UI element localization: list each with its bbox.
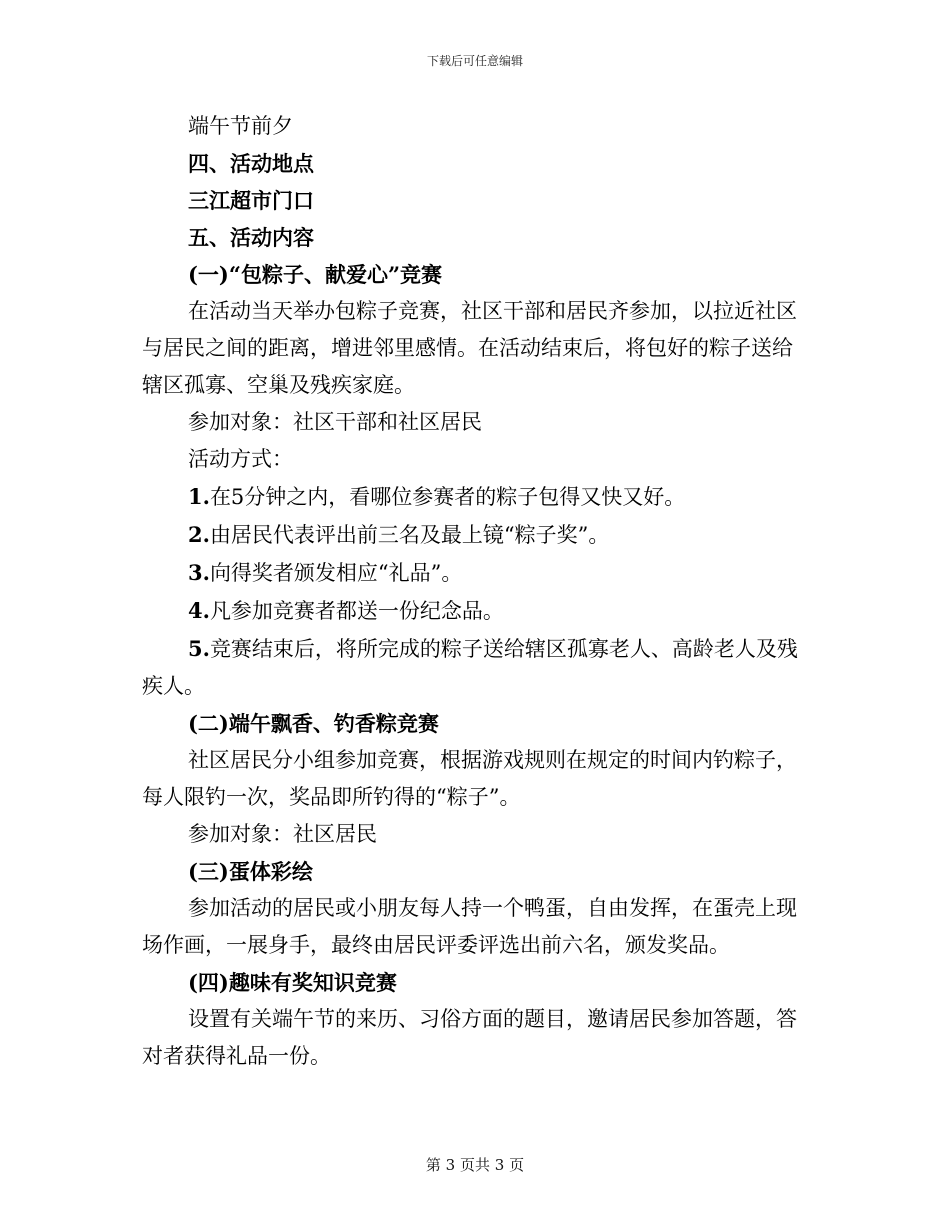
- page-header: 下载后可任意编辑: [426, 54, 523, 68]
- list-text: 由居民代表评出前三名及最上镜“粽子奖”。: [209, 523, 610, 547]
- paragraph-quiz: 设置有关端午节的来历、习俗方面的题目，邀请居民参加答题，答对者获得礼品一份。: [142, 1007, 797, 1068]
- paragraph-location: 三江超市门口: [188, 188, 314, 213]
- subheading-zongzi-contest: (一)“包粽子、献爱心”竞赛: [188, 262, 443, 287]
- paragraph-participants-1: 参加对象：社区干部和社区居民: [188, 410, 482, 434]
- list-number: 3.: [188, 560, 210, 585]
- list-text: 在5分钟之内，看哪位参赛者的粽子包得又快又好。: [209, 485, 686, 509]
- list-item: [142, 516, 810, 554]
- page-footer: 第 3 页共 3 页: [425, 1156, 525, 1174]
- paragraph-method: 活动方式：: [188, 447, 293, 471]
- list-item: [142, 630, 810, 705]
- list-number: 1.: [188, 484, 210, 509]
- list-text: 凡参加竞赛者都送一份纪念品。: [209, 599, 504, 623]
- list-number: 2.: [188, 522, 210, 547]
- list-text: 竞赛结束后，将所完成的粽子送给辖区孤寡老人、高龄老人及残疾人。: [142, 637, 798, 698]
- subheading-fishing-contest: (二)端午飘香、钓香粽竞赛: [188, 711, 439, 736]
- heading-location: 四、活动地点: [188, 151, 314, 176]
- paragraph-participants-2: 参加对象：社区居民: [188, 822, 377, 846]
- list-text: 向得奖者颁发相应“礼品”。: [209, 561, 463, 585]
- list-number: 5.: [188, 636, 210, 661]
- subheading-egg-painting: (三)蛋体彩绘: [188, 859, 313, 884]
- list-item: [142, 592, 810, 630]
- list-item: [142, 478, 810, 516]
- document-body: [142, 108, 810, 1075]
- paragraph-zongzi-contest: 在活动当天举办包粽子竞赛，社区干部和居民齐参加，以拉近社区与居民之间的距离，增进邻里感情。在活动结束后，将包好的粽子送给辖区孤寡、空巢及残疾家庭。: [142, 299, 797, 397]
- subheading-quiz: (四)趣味有奖知识竞赛: [188, 970, 397, 995]
- paragraph-time: 端午节前夕: [188, 114, 293, 138]
- list-number: 4.: [188, 598, 210, 623]
- paragraph-fishing-contest: 社区居民分小组参加竞赛，根据游戏规则在规定的时间内钓粽子，每人限钓一次，奖品即所钓得的“粽子”。: [142, 748, 797, 809]
- list-item: [142, 554, 810, 592]
- paragraph-egg-painting: 参加活动的居民或小朋友每人持一个鸭蛋，自由发挥，在蛋壳上现场作画，一展身手，最终由居民评委评选出前六名，颁发奖品。: [142, 896, 797, 957]
- heading-content: 五、活动内容: [188, 225, 314, 250]
